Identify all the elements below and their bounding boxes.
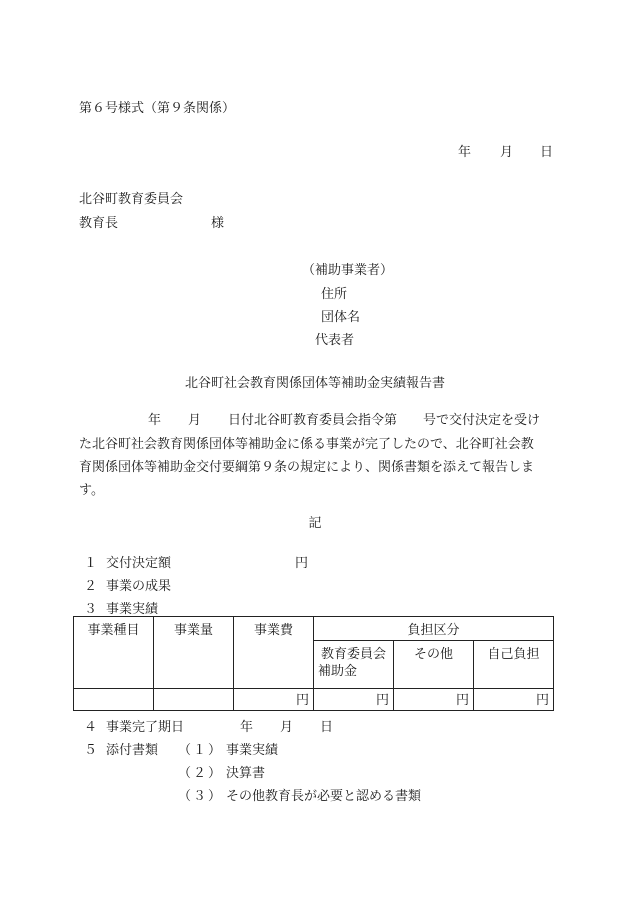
body-line3: 育関係団体等補助金交付要綱第９条の規定により、関係書類を添えて報告しま [79, 460, 535, 475]
subheader-board-grant [314, 641, 394, 689]
performance-table [73, 616, 554, 711]
cell-cost-unit: 円 [234, 689, 314, 711]
header-type: 事業種目 [74, 617, 154, 689]
ki-marker: 記 [308, 516, 322, 531]
cell-quantity [154, 689, 234, 711]
addressee-title: 教育長 [79, 216, 119, 231]
applicant-heading: （補助事業者） [302, 263, 394, 278]
attachment-2-label: 決算書 [226, 766, 266, 781]
cell-type [74, 689, 154, 711]
cell-board-unit: 円 [314, 689, 394, 711]
applicant-representative-label: 代表者 [315, 333, 355, 348]
item-3-number: ３ [84, 602, 98, 617]
cell-self-unit: 円 [474, 689, 554, 711]
subheader-board-line2: 補助金 [318, 664, 358, 679]
body-year: 年 [148, 413, 162, 428]
date-day: 日 [540, 145, 554, 160]
form-number: 第６号様式（第９条関係） [79, 101, 236, 116]
attachment-1-number: （１） [178, 743, 224, 758]
item-2-number: ２ [84, 579, 98, 594]
date-month: 月 [500, 145, 514, 160]
item-4-month: 月 [280, 720, 294, 735]
item-4-day: 日 [320, 720, 334, 735]
item-5-label: 添付書類 [106, 743, 159, 758]
header-burden: 負担区分 [314, 617, 554, 641]
subheader-board-line1: 教育委員会 [320, 647, 386, 662]
body-month: 月 [188, 413, 202, 428]
attachment-1-label: 事業実績 [226, 743, 279, 758]
applicant-address-label: 住所 [321, 287, 348, 302]
body-line4: す。 [79, 483, 104, 498]
document-title: 北谷町社会教育関係団体等補助金実績報告書 [184, 376, 445, 391]
applicant-group-label: 団体名 [321, 310, 361, 325]
item-2-label: 事業の成果 [106, 579, 172, 594]
item-1-label: 交付決定額 [106, 556, 172, 571]
date-year: 年 [458, 145, 472, 160]
subheader-self: 自己負担 [474, 641, 554, 689]
item-5-number: ５ [84, 743, 98, 758]
header-quantity: 事業量 [154, 617, 234, 689]
table-header-row [74, 617, 554, 641]
attachment-3-label: その他教育長が必要と認める書類 [226, 789, 422, 804]
item-4-year: 年 [240, 720, 254, 735]
body-line1-rest: 日付北谷町教育委員会指令第 号で交付決定を受け [228, 413, 541, 428]
item-4-number: ４ [84, 720, 98, 735]
addressee-org: 北谷町教育委員会 [79, 192, 184, 207]
body-line2: た北谷町社会教育関係団体等補助金に係る事業が完了したので、北谷町社会教 [79, 437, 534, 452]
subheader-other: その他 [394, 641, 474, 689]
item-1-number: １ [84, 556, 98, 571]
item-1-unit: 円 [295, 556, 309, 571]
table-row [74, 689, 554, 711]
attachment-3-number: （３） [178, 789, 224, 804]
attachment-2-number: （２） [178, 766, 224, 781]
item-4-label: 事業完了期日 [106, 720, 185, 735]
addressee-honorific: 様 [211, 216, 225, 231]
header-cost: 事業費 [234, 617, 314, 689]
cell-other-unit: 円 [394, 689, 474, 711]
item-3-label: 事業実績 [106, 602, 159, 617]
